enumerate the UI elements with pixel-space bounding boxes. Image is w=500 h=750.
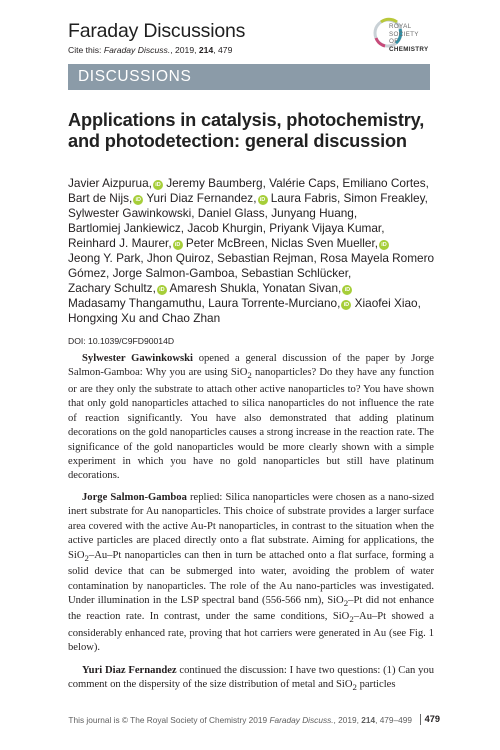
doi-link[interactable]: DOI: 10.1039/C9FD90014D [68, 336, 175, 346]
orcid-icon[interactable]: iD [173, 240, 183, 250]
rsc-logo [372, 11, 438, 55]
cite-prefix: Cite this: [68, 45, 104, 55]
discussion-paragraph: Jorge Salmon-Gamboa replied: Silica nanoparticles were chosen as a nano-sized inert substrate for Au nanoparticles. This choice of substrate provides a larger surface area covered with the active Au-Pt nanoparticles, in contrast to the situation when the active particles are placed directly onto a flat substrate. Aiming for applications, the SiO$_2$–Au–Pt nanoparticles can then in turn be attached onto a flat surface, forming a solid device that can be submerged into water, avoiding the problem of water contamination by nanoparticles. The role of the Au nano-particles was investigated. Under illumination in the LSP spectral band (556-566 nm), SiO$_2$–Pt did not enhance the reaction rate. In contrast, under the same conditions, SiO$_2$–Au–Pt showed a considerably enhanced rate, proving that hot carriers were generated in Au (see Fig. 1 below). [68, 492, 434, 654]
page-number: 479 [424, 714, 440, 724]
discussion-paragraph: Sylwester Gawinkowski opened a general discussion of the paper by Jorge Salmon-Gamboa: Why you are using SiO$_2$ nanoparticles? Do they have any function or are they only the substrate to attach other active nanoparticles to? You have shown that only gold nanoparticles attached to silica nanoparticles do not influence the rate of reaction significantly. You have also demonstrated that adding platinum decorations on the gold nanoparticles causes a strong increase in the reaction rate. The significance of the gold nanoparticles would be more clearly shown with a simple experiment in which you have no gold nanoparticles but still have platinum decorations. [68, 353, 434, 482]
orcid-icon[interactable]: iD [379, 240, 389, 250]
discussion-paragraph: Yuri Diaz Fernandez continued the discussion: I have two questions: (1) Can you comment on the dispersity of the size distribution of metal and SiO$_2$ particles [68, 665, 434, 693]
footer-copyright: This journal is © The Royal Society of Chemistry 2019 Faraday Discuss., 2019, 214, 479–499 [68, 715, 412, 725]
speaker-name: Jorge Salmon-Gamboa [82, 492, 187, 503]
orcid-icon[interactable]: iD [133, 195, 143, 205]
cite-journal: Faraday Discuss. [103, 45, 171, 55]
orcid-icon[interactable]: iD [157, 285, 167, 295]
section-banner [68, 64, 430, 90]
cite-volume: 214 [198, 45, 214, 55]
section-banner-label: DISCUSSIONS [78, 68, 192, 85]
orcid-icon[interactable]: iD [342, 285, 352, 295]
rsc-logo-text: ROYAL SOCIETY OF CHEMISTRY [389, 23, 429, 53]
article-title: Applications in catalysis, photochemistry, and photodetection: general discussion [68, 110, 425, 151]
orcid-icon[interactable]: iD [153, 180, 163, 190]
journal-title: Faraday Discussions [68, 20, 246, 42]
footer-divider [420, 714, 421, 725]
speaker-name: Yuri Diaz Fernandez [82, 665, 177, 676]
speaker-name: Sylwester Gawinkowski [82, 353, 193, 364]
citation-line [68, 45, 232, 55]
cite-year: , 2019, [170, 45, 199, 55]
orcid-icon[interactable]: iD [258, 195, 268, 205]
cite-pages: , 479 [213, 45, 233, 55]
author-list: Javier Aizpurua, iD Jeremy Baumberg, Valérie Caps, Emiliano Cortes, Bart de Nijs, iD Yuri Diaz Fernandez, iD Laura Fabris, Simon Freakley, Sylwester Gawinkowski, Daniel Glass, Junyang Huang, Bartlomiej Jankiewicz, Jacob Khurgin, Priyank Vijaya Kumar, Reinhard J. Maurer, iD Peter McBreen, Niclas Sven Mueller, iD Jeong Y. Park, Jhon Quiroz, Sebastian Rejman, Rosa Mayela Romero Gómez, Jorge Salmon-Gamboa, Sebastian Schlücker, Zachary Schultz, iD Amaresh Shukla, Yonatan Sivan, iD Madasamy Thangamuthu, Laura Torrente-Murciano, iD Xiaofei Xiao, Hongxing Xu and Chao Zhan [68, 176, 435, 325]
orcid-icon[interactable]: iD [341, 300, 351, 310]
